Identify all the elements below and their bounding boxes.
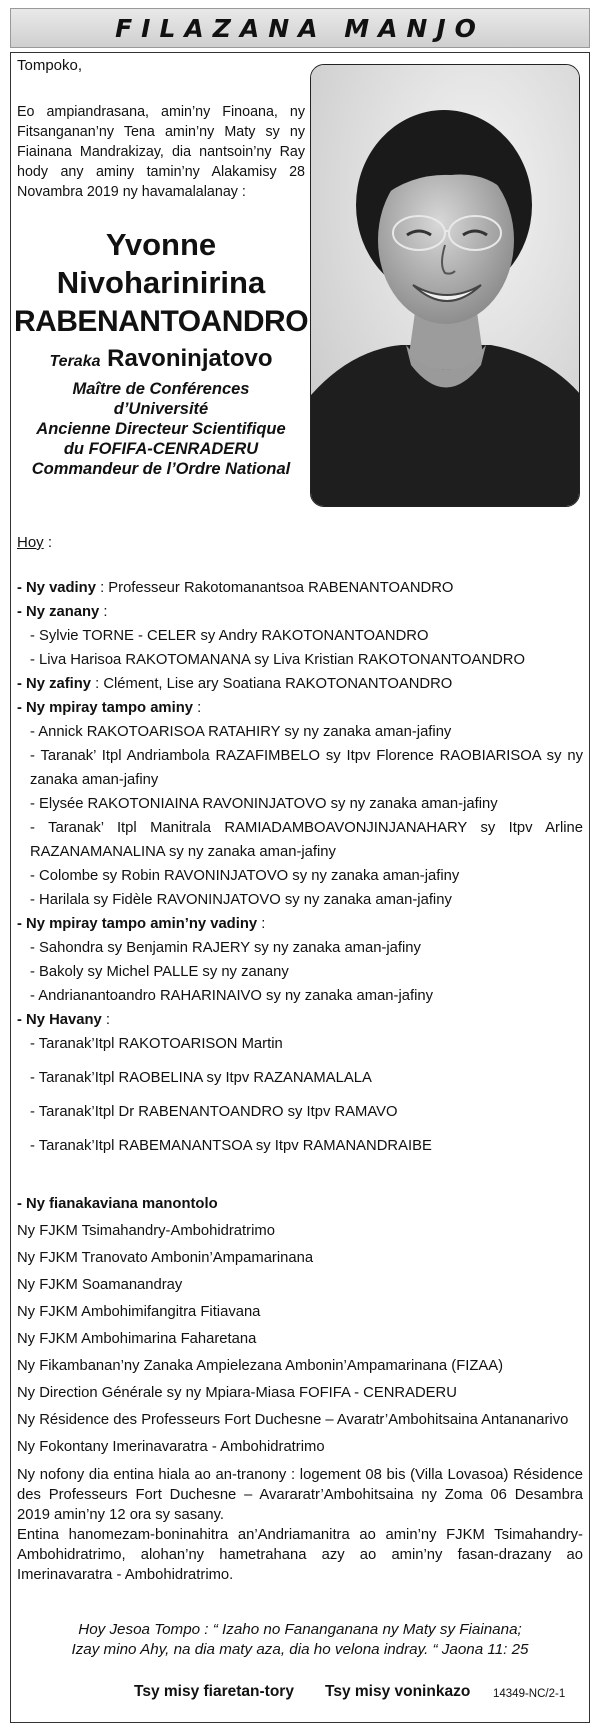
list-item: - Elysée RAKOTONIAINA RAVONINJATOVO sy ny zanaka aman-jafiny [30, 796, 498, 812]
list-item: - Andrianantoandro RAHARINAIVO sy ny zanaka aman-jafiny [30, 988, 433, 1004]
header-banner [10, 8, 590, 48]
title-line: Ancienne Directeur Scientifique [36, 420, 286, 438]
list-item: - Taranak’Itpl RAKOTOARISON Martin [30, 1036, 283, 1052]
footer-note-right: Tsy misy voninkazo [325, 1683, 471, 1700]
list-item: Ny FJKM Soamanandray [17, 1277, 183, 1293]
list-item: - Liva Harisoa RAKOTOMANANA sy Liva Kristian RAKOTONANTOANDRO [30, 652, 525, 668]
fianakaviana-label: - Ny fianakaviana manontolo [17, 1196, 218, 1212]
greeting: Tompoko, [17, 57, 83, 74]
funeral-details [17, 1465, 583, 1585]
teraka-label: Teraka [49, 353, 101, 370]
list-item: - Sahondra sy Benjamin RAJERY sy ny zanaka aman-jafiny [30, 940, 421, 956]
intro-paragraph: Eo ampiandrasana, amin’ny Finoana, ny Fitsanganan’ny Tena amin’ny Maty sy ny Fiainana Mandrakizay, dia nantsoin’ny Ray hody any aminy tamin’ny Alakamisy 28 Novambra 2019 ny havamalalanay : [17, 104, 305, 200]
deceased-name-block [12, 226, 310, 479]
fianakaviana-list [17, 1191, 568, 1461]
family-havany [17, 1008, 583, 1032]
list-item: - Taranak’ Itpl Manitrala RAMIADAMBOAVONJINJANAHARY sy Itpv Arline RAZANAMANALINA sy ny zanaka aman-jafiny [30, 820, 583, 860]
nofony-paragraph: Ny nofony dia entina hiala ao an-tranony : logement 08 bis (Villa Lovasoa) Résidence des Professeurs Fort Duchesne – Avararatr’Ambohitsaina ny Zoma 06 Desambra 2019 amin’ny 12 ora sy sasany. [17, 1467, 583, 1523]
footer-note-left: Tsy misy fiaretan-tory [134, 1683, 294, 1700]
family-mpiray-vadiny [17, 912, 583, 936]
quote-line-2: Izay mino Ahy, na dia maty aza, dia ho velona indray. “ Jaona 11: 25 [71, 1641, 529, 1658]
maiden-name-row [12, 342, 310, 379]
zafiny-label: - Ny zafiny [17, 676, 91, 692]
havany-suffix: : [101, 1012, 110, 1028]
entina-paragraph: Entina hanomezam-boninahitra an’Andriamanitra ao amin’ny FJKM Tsimahandry-Ambohidratrimo, alohan’ny hametrahana azy ao amin’ny fasan-drazany ao Imerinavaratra - Ambohidratrimo. [17, 1527, 583, 1583]
mpiray-suffix: : [192, 700, 202, 716]
list-item: Ny FJKM Tranovato Ambonin’Ampamarinana [17, 1250, 314, 1266]
list-item: - Bakoly sy Michel PALLE sy ny zanany [30, 964, 289, 980]
first-name: Yvonne [105, 227, 217, 262]
list-item: Ny FJKM Ambohimifangitra Fitiavana [17, 1304, 261, 1320]
family-vadiny [17, 576, 583, 600]
zafiny-value: : Clément, Lise ary Soatiana RAKOTONANTOANDRO [91, 676, 453, 692]
family-zanany [17, 600, 583, 624]
mpiray-vadiny-suffix: : [257, 916, 266, 932]
list-item: - Taranak’Itpl RABEMANANTSOA sy Itpv RAMANANDRAIBE [30, 1138, 432, 1154]
family-mpiray [17, 696, 583, 720]
title-line: Maître de Conférences [72, 380, 250, 398]
hoy-word: Hoy [17, 534, 44, 551]
zanany-label: - Ny zanany [17, 604, 100, 620]
list-item: Ny FJKM Tsimahandry-Ambohidratrimo [17, 1223, 275, 1239]
list-item: - Taranak’Itpl RAOBELINA sy Itpv RAZANAMALALA [30, 1070, 372, 1086]
hoy-label [17, 534, 52, 551]
list-item: Ny Direction Générale sy ny Mpiara-Miasa FOFIFA - CENRADERU [17, 1385, 457, 1401]
title-line: du FOFIFA-CENRADERU [63, 440, 259, 458]
portrait-image [311, 65, 580, 507]
last-name: RABENANTOANDRO [13, 305, 309, 338]
reference-number: 14349-NC/2-1 [493, 1688, 566, 1700]
maiden-name: Ravoninjatovo [107, 345, 273, 372]
family-zafiny [17, 672, 583, 696]
quote-line-1: Hoy Jesoa Tompo : “ Izaho no Fananganana ny Maty sy Fiainana; [78, 1621, 522, 1638]
list-item: Ny Fokontany Imerinavaratra - Ambohidratrimo [17, 1439, 325, 1455]
hoy-suffix: : [43, 534, 53, 551]
mpiray-vadiny-label: - Ny mpiray tampo amin’ny vadiny [17, 916, 258, 932]
list-item: - Colombe sy Robin RAVONINJATOVO sy ny zanaka aman-jafiny [30, 868, 460, 884]
header-title: FILAZANA MANJO [115, 13, 485, 43]
list-item: - Annick RAKOTOARISOA RATAHIRY sy ny zanaka aman-jafiny [30, 724, 452, 740]
title-line: d’Université [113, 400, 209, 418]
vadiny-value: : Professeur Rakotomanantsoa RABENANTOANDRO [95, 580, 454, 596]
list-item: Ny Résidence des Professeurs Fort Duchesne – Avaratr’Ambohitsaina Antananarivo [17, 1412, 569, 1428]
deceased-titles [12, 379, 310, 479]
zanany-suffix: : [99, 604, 108, 620]
list-item: - Sylvie TORNE - CELER sy Andry RAKOTONANTOANDRO [30, 628, 429, 644]
mpiray-label: - Ny mpiray tampo aminy [17, 700, 193, 716]
family-list [17, 576, 583, 1158]
list-item: Ny Fikambanan’ny Zanaka Ampielezana Ambonin’Ampamarinana (FIZAA) [17, 1358, 504, 1374]
middle-name: Nivoharinirina [56, 265, 266, 300]
bible-quote [17, 1620, 583, 1660]
list-item: - Taranak’Itpl Dr RABENANTOANDRO sy Itpv RAMAVO [30, 1104, 398, 1120]
list-item: - Harilala sy Fidèle RAVONINJATOVO sy ny zanaka aman-jafiny [30, 892, 452, 908]
vadiny-label: - Ny vadiny [17, 580, 96, 596]
havany-label: - Ny Havany [17, 1012, 102, 1028]
portrait-photo [310, 64, 580, 507]
title-line: Commandeur de l’Ordre National [31, 460, 291, 478]
list-item: - Taranak’ Itpl Andriambola RAZAFIMBELO sy Itpv Florence RAOBIARISOA sy ny zanaka aman-jafiny [30, 748, 583, 788]
list-item: Ny FJKM Ambohimarina Faharetana [17, 1331, 257, 1347]
